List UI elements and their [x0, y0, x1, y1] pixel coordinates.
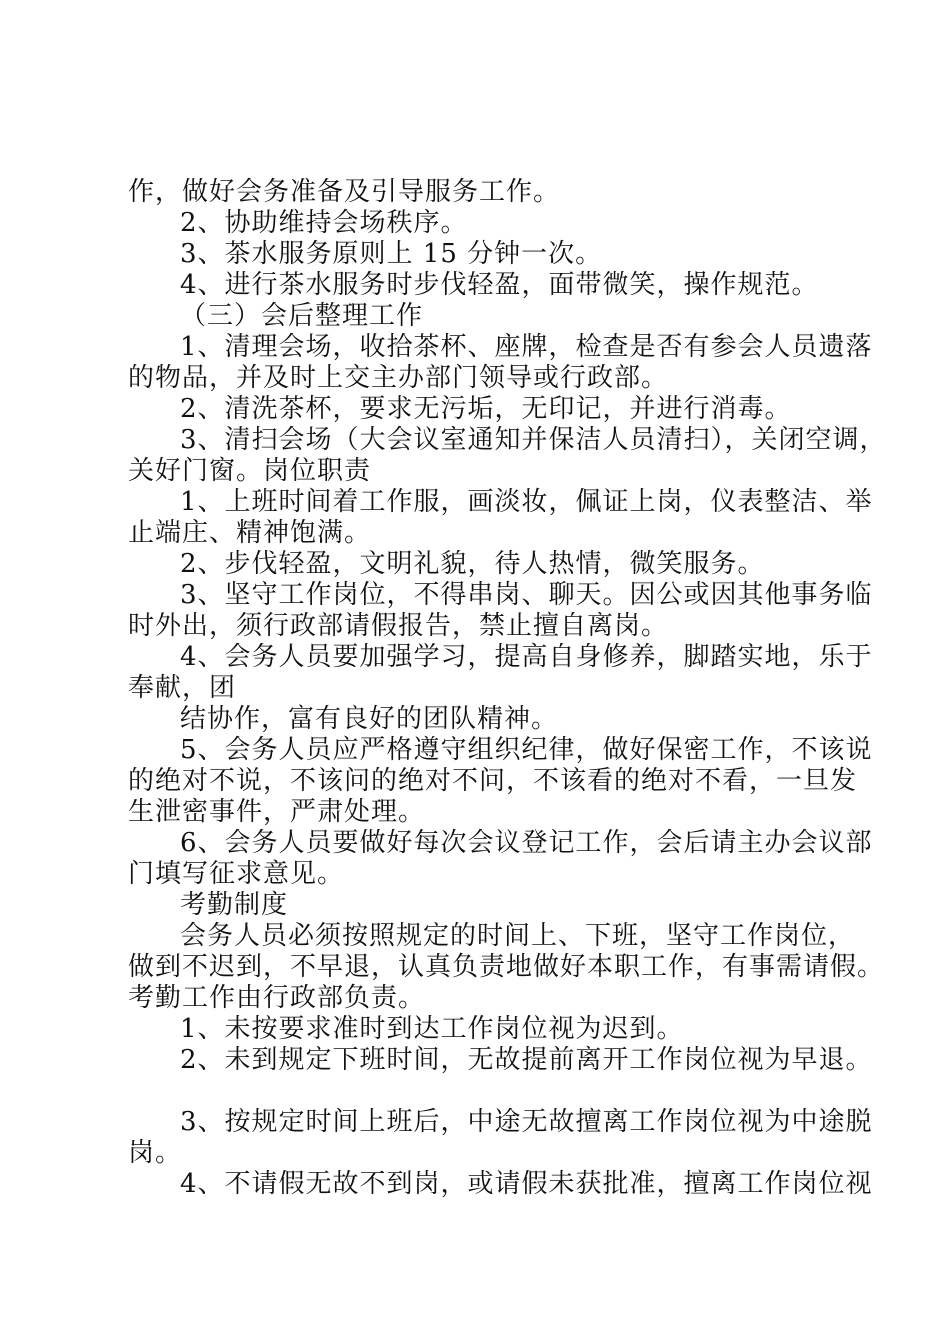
text-line: 的物品，并及时上交主办部门领导或行政部。: [128, 363, 669, 393]
section-heading: 考勤制度: [180, 890, 289, 920]
text-line: 3、坚守工作岗位，不得串岗、聊天。因公或因其他事务临: [180, 580, 873, 610]
text-line: 4、不请假无故不到岗，或请假未获批准，擅离工作岗位视: [180, 1169, 873, 1199]
text-line: 岗。: [128, 1138, 183, 1168]
text-line: 生泄密事件，严肃处理。: [128, 797, 426, 827]
text-line: 1、未按要求准时到达工作岗位视为迟到。: [180, 1014, 684, 1044]
text-line: 关好门窗。岗位职责: [128, 456, 372, 486]
text-line: 2、协助维持会场秩序。: [180, 208, 468, 238]
text-line: 2、清洗茶杯，要求无污垢，无印记，并进行消毒。: [180, 394, 792, 424]
text-line: 奉献，团: [128, 673, 237, 703]
text-line: 3、茶水服务原则上 15 分钟一次。: [180, 239, 603, 269]
text-line: 时外出，须行政部请假报告，禁止擅自离岗。: [128, 611, 669, 641]
text-line: 1、清理会场，收拾茶杯、座牌，检查是否有参会人员遗落: [180, 332, 873, 362]
text-line: 门填写征求意见。: [128, 859, 345, 889]
text-line: 4、进行茶水服务时步伐轻盈，面带微笑，操作规范。: [180, 270, 819, 300]
text-line: 考勤工作由行政部负责。: [128, 983, 426, 1013]
text-line: 作，做好会务准备及引导服务工作。: [128, 177, 561, 207]
text-line: 3、清扫会场（大会议室通知并保洁人员清扫），关闭空调，: [180, 425, 887, 455]
text-line: 的绝对不说，不该问的绝对不问，不该看的绝对不看，一旦发: [128, 766, 858, 796]
text-line: 1、上班时间着工作服，画淡妆，佩证上岗，仪表整洁、举: [180, 487, 873, 517]
text-line: 止端庄、精神饱满。: [128, 518, 372, 548]
text-line: 6、会务人员要做好每次会议登记工作，会后请主办会议部: [180, 828, 873, 858]
text-line: 做到不迟到，不早退，认真负责地做好本职工作，有事需请假。: [128, 952, 885, 982]
text-line: 2、未到规定下班时间，无故提前离开工作岗位视为早退。: [180, 1045, 873, 1075]
text-line: 2、步伐轻盈，文明礼貌，待人热情，微笑服务。: [180, 549, 765, 579]
text-line: 会务人员必须按照规定的时间上、下班，坚守工作岗位，: [180, 921, 856, 951]
text-line: 5、会务人员应严格遵守组织纪律，做好保密工作，不该说: [180, 735, 873, 765]
text-line: 4、会务人员要加强学习，提高自身修养，脚踏实地，乐于: [180, 642, 873, 672]
text-line: 结协作，富有良好的团队精神。: [180, 704, 559, 734]
text-line: 3、按规定时间上班后，中途无故擅离工作岗位视为中途脱: [180, 1107, 873, 1137]
section-heading: （三）会后整理工作: [180, 301, 424, 331]
